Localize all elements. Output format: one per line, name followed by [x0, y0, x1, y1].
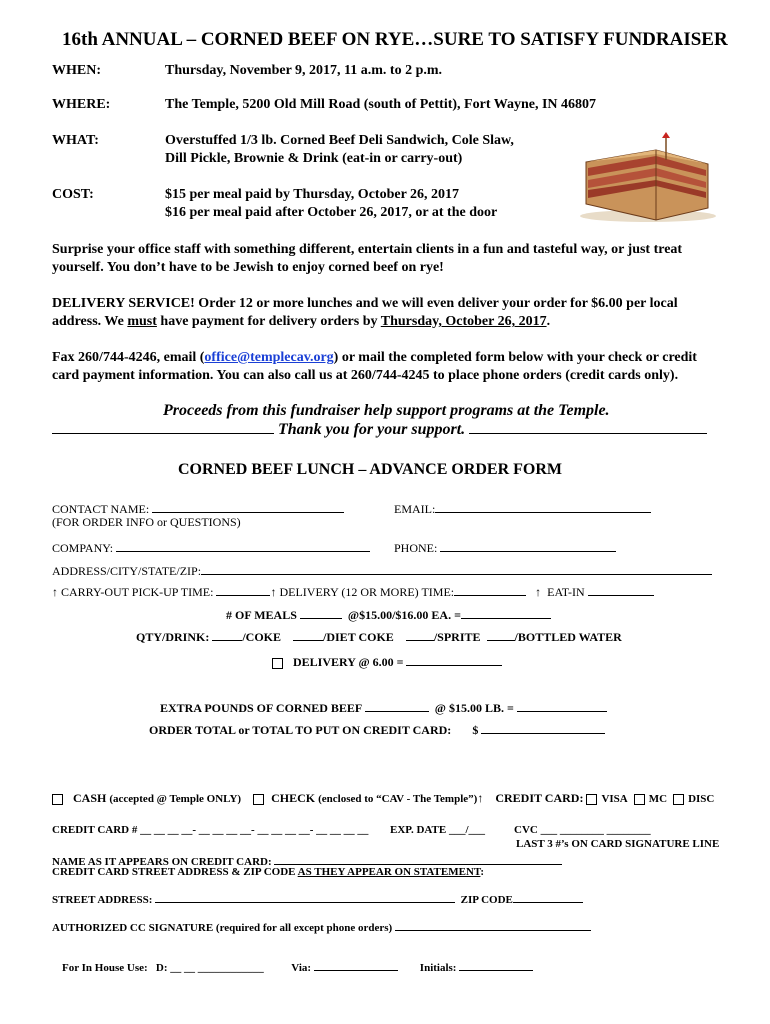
zip-field[interactable] — [513, 890, 583, 903]
cvc-row — [514, 824, 651, 836]
visa-label: VISA — [601, 793, 628, 805]
signature-row — [52, 918, 591, 934]
company-label: COMPANY: — [52, 541, 114, 555]
contact-note: (FOR ORDER INFO or QUESTIONS) — [52, 515, 241, 529]
extra-beef-row — [160, 699, 607, 716]
page-title: 16th ANNUAL – CORNED BEEF ON RYE…SURE TO SATISFY FUNDRAISER — [62, 29, 728, 50]
name-on-card-field[interactable] — [274, 852, 562, 865]
extra-beef-price: @ $15.00 LB. = — [434, 701, 514, 715]
water-qty-field[interactable] — [487, 628, 515, 641]
cash-label: CASH — [73, 791, 107, 805]
meals-count-field[interactable] — [300, 606, 342, 619]
cc-street-label: CREDIT CARD STREET ADDRESS & ZIP CODE — [52, 866, 296, 878]
extra-beef-qty-field[interactable] — [365, 699, 429, 712]
cost-line-1: $15 per meal paid by Thursday, October 26, 2017 — [165, 187, 460, 202]
exp-label: EXP. DATE — [390, 824, 447, 836]
credit-card-label: CREDIT CARD: — [495, 791, 584, 805]
phone-label: PHONE: — [394, 541, 438, 555]
email-link[interactable]: office@templecav.org — [204, 350, 334, 365]
eatin-label: EAT-IN — [547, 585, 585, 599]
phone-row — [394, 539, 616, 556]
coke-qty-field[interactable] — [212, 628, 242, 641]
when-label: WHEN: — [52, 63, 101, 78]
signature-field[interactable] — [395, 918, 591, 931]
address-field[interactable] — [201, 562, 712, 575]
cc-street-colon: : — [480, 866, 485, 878]
delivery-arrow-icon: ↑ — [270, 585, 277, 599]
address-label: ADDRESS/CITY/STATE/ZIP: — [52, 564, 202, 578]
meals-total-field[interactable] — [461, 606, 551, 619]
delivery-text-c: . — [546, 314, 551, 329]
cvc-note: LAST 3 #’s ON CARD SIGNATURE LINE — [516, 838, 720, 850]
email-label: EMAIL: — [394, 502, 436, 516]
address-row — [52, 562, 712, 579]
disc-checkbox[interactable] — [673, 794, 684, 805]
cc-street-row — [52, 866, 484, 878]
cc-street-note: AS THEY APPEAR ON STATEMENT — [297, 866, 481, 878]
cc-number-label: CREDIT CARD # — [52, 824, 138, 836]
pickup-row — [52, 583, 654, 600]
delivery-must: must — [127, 314, 157, 329]
sprite-label: /SPRITE — [433, 630, 481, 644]
extra-beef-label: EXTRA POUNDS OF CORNED BEEF — [160, 701, 362, 715]
initials-field[interactable] — [459, 958, 533, 971]
d-label: D: — [155, 962, 168, 974]
email-field[interactable] — [435, 500, 651, 513]
cost-line-2: $16 per meal paid after October 26, 2017, or at the door — [165, 205, 498, 220]
disc-label: DISC — [688, 793, 715, 805]
eatin-field[interactable] — [588, 583, 654, 596]
company-row — [52, 539, 370, 556]
drink-row — [136, 628, 622, 645]
meals-label: # OF MEALS — [226, 608, 297, 622]
delivery-text-b: have payment for delivery orders by — [156, 314, 381, 329]
what-label: WHAT: — [52, 133, 99, 148]
diet-coke-qty-field[interactable] — [293, 628, 323, 641]
in-house-label: For In House Use: — [62, 962, 148, 974]
sprite-qty-field[interactable] — [406, 628, 434, 641]
thanks-left-rule — [52, 421, 274, 434]
zip-label: ZIP CODE — [460, 894, 513, 906]
check-checkbox[interactable] — [253, 794, 264, 805]
d-field[interactable]: __ __ ____________ — [170, 962, 264, 974]
in-house-row — [62, 958, 533, 974]
street-row — [52, 890, 583, 906]
delivery-fee-row — [272, 653, 502, 670]
street-field[interactable] — [155, 890, 455, 903]
coke-label: /COKE — [242, 630, 282, 644]
intro-paragraph: Surprise your office staff with something different, entertain clients in a fun and tasteful way, or just treat yourself. You don’t have to be Jewish to enjoy corned beef on rye! — [52, 242, 683, 275]
thanks-row — [52, 421, 707, 439]
company-field[interactable] — [116, 539, 370, 552]
cost-label: COST: — [52, 187, 94, 202]
carryout-label: CARRY-OUT PICK-UP TIME: — [61, 585, 214, 599]
delivery-time-field[interactable] — [454, 583, 526, 596]
extra-beef-total-field[interactable] — [517, 699, 607, 712]
payment-method-row — [52, 791, 714, 806]
check-note: (enclosed to “CAV - The Temple”) — [318, 793, 478, 805]
contact-name-label: CONTACT NAME: — [52, 502, 150, 516]
phone-field[interactable] — [440, 539, 616, 552]
cash-note: (accepted @ Temple ONLY) — [109, 793, 242, 805]
order-total-label: ORDER TOTAL or TOTAL TO PUT ON CREDIT CARD: — [149, 723, 452, 737]
what-line-2: Dill Pickle, Brownie & Drink (eat-in or carry-out) — [165, 151, 463, 166]
cash-checkbox[interactable] — [52, 794, 63, 805]
eatin-arrow-icon: ↑ — [535, 585, 542, 599]
exp-row — [390, 824, 485, 836]
where-value: The Temple, 5200 Old Mill Road (south of Pettit), Fort Wayne, IN 46807 — [165, 97, 597, 112]
delivery-fee-label: DELIVERY @ 6.00 = — [293, 655, 404, 669]
mc-label: MC — [648, 793, 668, 805]
delivery-deadline: Thursday, October 26, 2017 — [380, 314, 547, 329]
mc-checkbox[interactable] — [634, 794, 645, 805]
diet-coke-label: /DIET COKE — [323, 630, 394, 644]
signature-label: AUTHORIZED CC SIGNATURE (required for all except phone orders) — [52, 922, 393, 934]
what-line-1: Overstuffed 1/3 lb. Corned Beef Deli Sandwich, Cole Slaw, — [165, 133, 514, 148]
when-value: Thursday, November 9, 2017, 11 a.m. to 2 p.m. — [165, 63, 443, 78]
proceeds-note: Proceeds from this fundraiser help support programs at the Temple. — [163, 402, 610, 419]
order-total-field[interactable] — [481, 721, 605, 734]
delivery-paragraph — [52, 295, 722, 331]
cvc-field[interactable]: ___ ________ ________ — [540, 824, 651, 836]
carryout-arrow-icon: ↑ — [52, 585, 58, 599]
contact-paragraph — [52, 349, 722, 385]
cc-number-row — [52, 824, 368, 836]
cvc-label: CVC — [514, 824, 538, 836]
check-arrow-icon: ↑ — [477, 791, 484, 805]
delivery-checkbox[interactable] — [272, 658, 283, 669]
delivery-time-label: DELIVERY (12 OR MORE) TIME: — [279, 585, 455, 599]
order-total-row — [149, 721, 605, 738]
water-label: /BOTTLED WATER — [514, 630, 622, 644]
qty-drink-label: QTY/DRINK: — [136, 630, 210, 644]
dollar-sign: $ — [472, 723, 479, 737]
cc-number-field[interactable]: __ __ __ __- __ __ __ __- __ __ __ __- __ __ __ __ — [140, 824, 369, 836]
carryout-time-field[interactable] — [216, 583, 270, 596]
via-field[interactable] — [314, 958, 398, 971]
street-label: STREET ADDRESS: — [52, 894, 153, 906]
initials-label: Initials: — [419, 962, 457, 974]
delivery-fee-field[interactable] — [406, 653, 502, 666]
contact-name-field[interactable] — [152, 500, 344, 513]
exp-field[interactable]: ___/___ — [449, 824, 486, 836]
check-label: CHECK — [271, 791, 316, 805]
contact-text-b: ) or mail the completed form below with your check or credit card payment information. You can also call us at 260/744-4245 to place phone orders (credit cards only). — [52, 350, 697, 383]
meals-row — [226, 606, 551, 623]
name-on-card-label: NAME AS IT APPEARS ON CREDIT CARD: — [52, 856, 272, 868]
form-title: CORNED BEEF LUNCH – ADVANCE ORDER FORM — [178, 461, 563, 478]
contact-text-a: Fax 260/744-4246, email ( — [52, 350, 205, 365]
email-row — [394, 500, 651, 517]
meals-price: @$15.00/$16.00 EA. = — [347, 608, 461, 622]
sandwich-illustration — [568, 124, 726, 224]
visa-checkbox[interactable] — [586, 794, 597, 805]
thanks-right-rule — [469, 421, 707, 434]
via-label: Via: — [291, 962, 312, 974]
thanks-note: Thank you for your support. — [278, 421, 466, 438]
where-label: WHERE: — [52, 97, 111, 112]
delivery-text-a: DELIVERY SERVICE! Order 12 or more lunches and we will even deliver your order for $6.00 per local address. We — [52, 296, 678, 329]
